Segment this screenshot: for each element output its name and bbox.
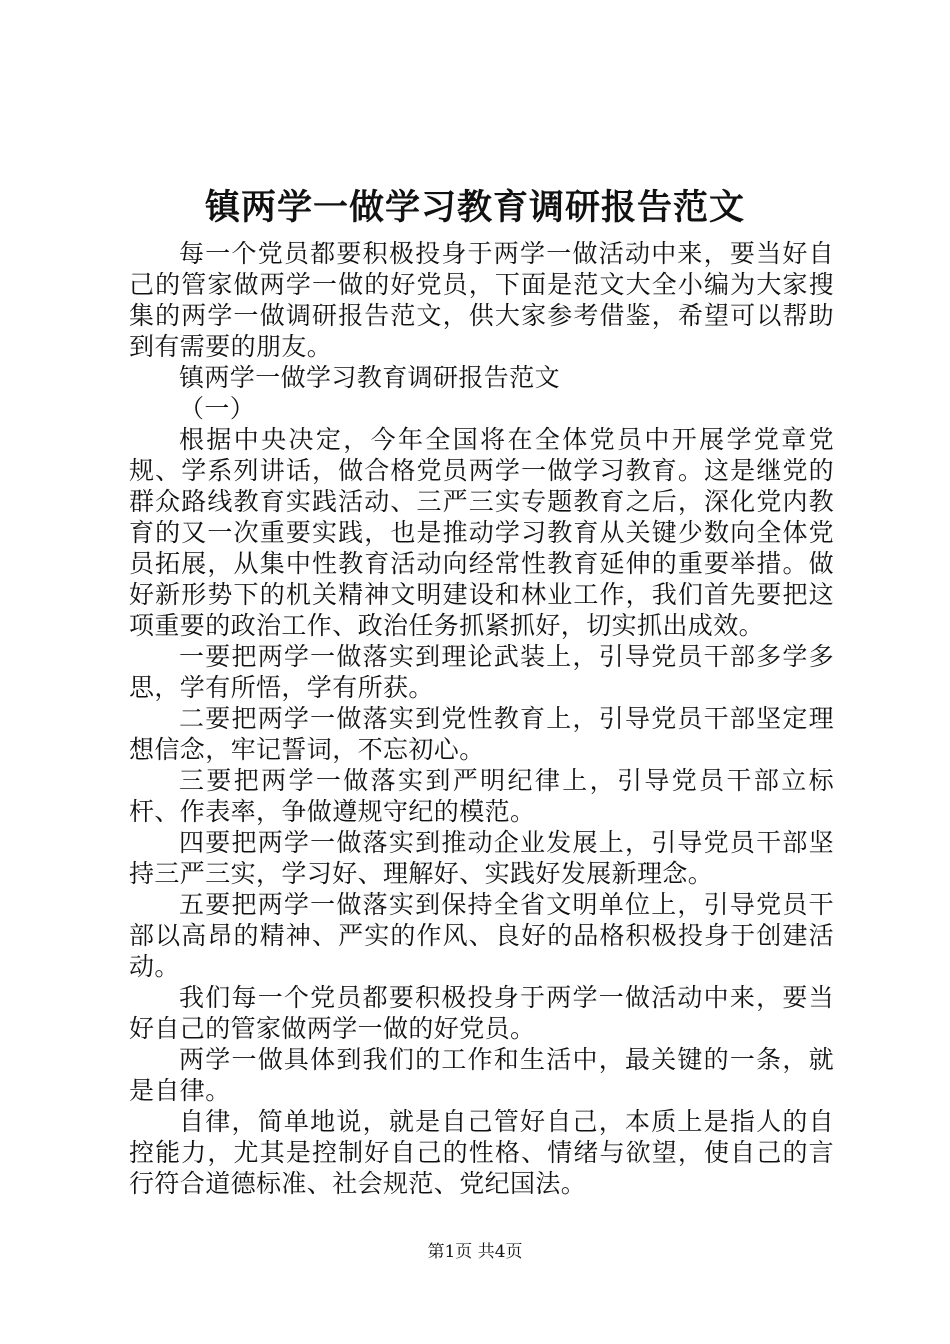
body-paragraph: 二要把两学一做落实到党性教育上，引导党员干部坚定理想信念，牢记誓词，不忘初心。 bbox=[129, 704, 834, 764]
body-paragraph: 两学一做具体到我们的工作和生活中，最关键的一条，就是自律。 bbox=[129, 1045, 834, 1105]
body-paragraph: 自律，简单地说，就是自己管好自己，本质上是指人的自控能力，尤其是控制好自己的性格、情绪与欲望，使自己的言行符合道德标准、社会规范、党纪国法。 bbox=[129, 1107, 834, 1198]
body-paragraph: 三要把两学一做落实到严明纪律上，引导党员干部立标杆、作表率，争做遵规守纪的模范。 bbox=[129, 766, 834, 826]
document-body bbox=[129, 238, 834, 1199]
body-paragraph: 四要把两学一做落实到推动企业发展上，引导党员干部坚持三严三实，学习好、理解好、实践好发展新理念。 bbox=[129, 828, 834, 888]
intro-paragraph: 每一个党员都要积极投身于两学一做活动中来，要当好自己的管家做两学一做的好党员，下面是范文大全小编为大家搜集的两学一做调研报告范文，供大家参考借鉴，希望可以帮助到有需要的朋友。 bbox=[129, 239, 834, 361]
page-footer: 第1页 共4页 bbox=[427, 1242, 523, 1262]
body-paragraph: 根据中央决定，今年全国将在全体党员中开展学党章党规、学系列讲话，做合格党员两学一做学习教育。这是继党的群众路线教育实践活动、三严三实专题教育之后，深化党内教育的又一次重要实践，也是推动学习教育从关键少数向全体党员拓展，从集中性教育活动向经常性教育延伸的重要举措。做好新形势下的机关精神文明建设和林业工作，我们首先要把这项重要的政治工作、政治任务抓紧抓好，切实抓出成效。 bbox=[129, 425, 834, 640]
document-title: 镇两学一做学习教育调研报告范文 bbox=[204, 188, 745, 228]
body-paragraph: 五要把两学一做落实到保持全省文明单位上，引导党员干部以高昂的精神、严实的作风、良好的品格积极投身于创建活动。 bbox=[129, 890, 834, 981]
subtitle-line: 镇两学一做学习教育调研报告范文 bbox=[179, 363, 561, 392]
body-paragraph: 一要把两学一做落实到理论武装上，引导党员干部多学多思，学有所悟，学有所获。 bbox=[129, 642, 834, 702]
body-paragraph: 我们每一个党员都要积极投身于两学一做活动中来，要当好自己的管家做两学一做的好党员。 bbox=[129, 983, 834, 1043]
section-marker: （一） bbox=[179, 394, 256, 423]
